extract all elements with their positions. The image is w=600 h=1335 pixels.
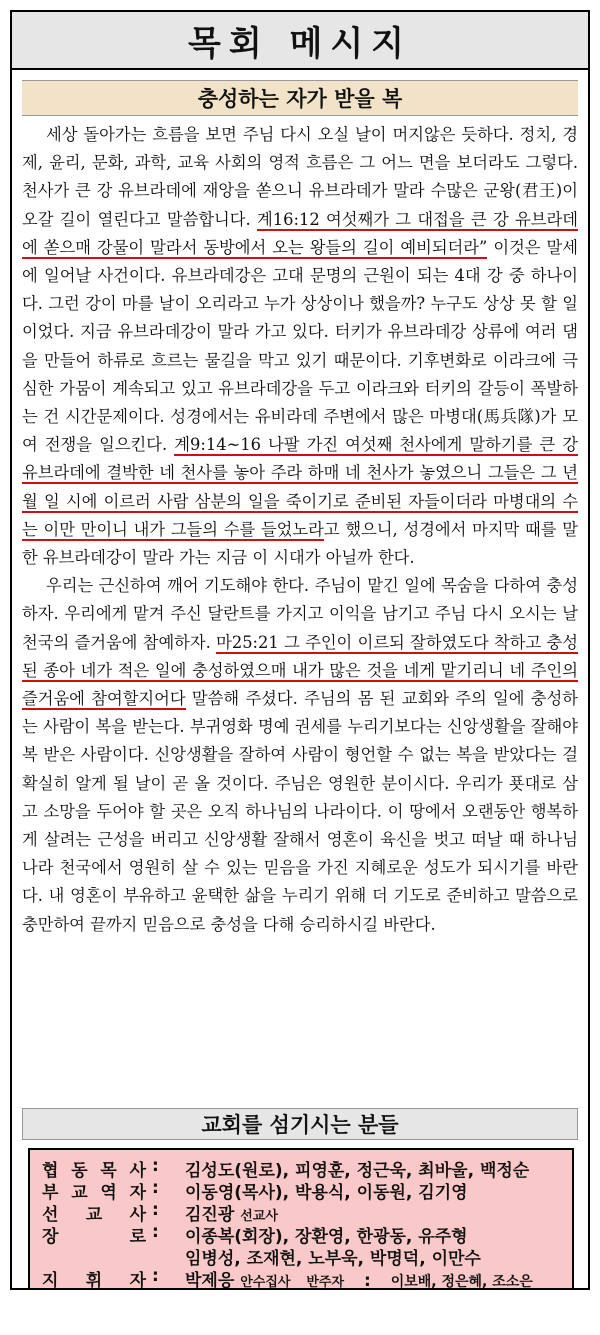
staff-role: [42, 1266, 146, 1291]
role-char: 자: [129, 1183, 146, 1203]
staff-colon: :: [152, 1222, 159, 1242]
role-char: 협: [42, 1161, 59, 1181]
title-bar: [12, 12, 588, 70]
role-char: 사: [129, 1161, 146, 1181]
role-char: 목: [100, 1161, 117, 1181]
sermon-body: [22, 121, 578, 939]
role-char: 휘: [85, 1271, 103, 1291]
staff-list: [28, 1148, 574, 1290]
staff-names: 임병성, 조재현, 노부욱, 박명덕, 이만수: [185, 1249, 481, 1269]
staff-colon: :: [152, 1156, 159, 1176]
subtitle-bar: [22, 80, 578, 116]
staff-colon: :: [152, 1200, 159, 1220]
staff-name: 박제응: [185, 1271, 235, 1291]
staff-section-title: 교회를 섬기시는 분들: [201, 1113, 399, 1137]
staff-section-header: [22, 1108, 578, 1140]
staff-title-note: 안수집사: [240, 1275, 291, 1290]
accompanist-role: 반주자: [306, 1275, 345, 1290]
staff-colon: :: [363, 1271, 371, 1291]
role-char: 동: [71, 1161, 88, 1181]
staff-name: 김진광: [185, 1205, 235, 1225]
page-title: 목회 메시지: [187, 23, 413, 64]
staff-row-conductor: [30, 1266, 572, 1292]
paragraph-text: 이것은 말세에 일어날 사건이다. 유브라데강은 고대 문명의 근원이 되는 4대 강 중 하나이다. 그런 강이 마를 날이 오리라고 누가 상상이나 했을까? 누구도 상상 못 할 일이었다. 지금 유브라데강이 말라 가고 있다. 터키가 유브라데강 상류에 여러 댐을 만들어 하류로 흐르는 물길을 막고 있기 때문이다. 기후변화로 이라크에 극심한 가뭄이 계속되고 있고 유브라데강을 두고 이라크와 터키의 갈등이 폭발하는 건 시간문제이다. 성경에서는 유비라데 주변에서 많은 마병대(馬兵隊)가 모여 전쟁을 일으킨다.: [22, 237, 578, 455]
scripture-quote: 마25:21 그 주인이 이르되 잘하였도다 착하고 충성된 종아 네가 적은 일에 충성하였으매 내가 많은 것을 네게 맡기리니 네 주인의 즐거움에 참여할지어다: [22, 632, 578, 709]
role-char: 장: [42, 1227, 59, 1247]
role-char: 부: [42, 1183, 59, 1203]
paragraph-text: 세상 돌아가는 흐름을 보면 주님 다시 오실 날이 머지않은 듯하다. 정치, 경제, 윤리, 문화, 과학, 교육 사회의 영적 흐름은 그 어느 면을 보더라도 그렇다. 천사가 큰 강 유브라데에 재앙을 쏟으니 유브라데가 말라 수많은 군왕(君王)이 오갈 길이 열린다고 말씀합니다.: [22, 125, 578, 229]
sermon-paragraph: [22, 572, 578, 939]
staff-names: 김성도(원로), 피영훈, 정근욱, 최바울, 백정순: [185, 1161, 530, 1181]
paragraph-text: 우리는 근신하여 깨어 기도해야 한다. 주님이 맡긴 일에 목숨을 다하여 충성하자. 우리에게 맡겨 주신 달란트를 가지고 이익을 남기고 주님 다시 오시는 날 천국의 즐거움에 참예하자.: [22, 576, 578, 652]
staff-colon: :: [152, 1266, 159, 1286]
role-char: 교: [71, 1183, 88, 1203]
scripture-quote: 계9:14~16 나팔 가진 여섯째 천사에게 말하기를 큰 강 유브라데에 결박한 네 천사를 놓아 주라 하매 네 천사가 놓였으니 그들은 그 년 월 일 시에 이르러 사람 삼분의 일을 죽이기로 준비된 자들이더라 마병대의 수는 이만 만이니 내가 그들의 수를 들었노라: [22, 435, 578, 539]
role-char: 지: [42, 1271, 59, 1291]
role-char: 사: [129, 1205, 146, 1225]
role-char: 역: [100, 1183, 117, 1203]
staff-names: [185, 1266, 533, 1291]
role-char: 로: [129, 1227, 146, 1247]
role-char: 자: [129, 1271, 146, 1291]
staff-colon: :: [152, 1178, 159, 1198]
sermon-paragraph: [22, 121, 578, 572]
staff-names: 이동영(목사), 박용식, 이동원, 김기영: [185, 1183, 468, 1203]
role-char: 선: [42, 1205, 59, 1225]
staff-title-note: 선교사: [240, 1209, 278, 1224]
accompanist-names: 이보배, 정은혜, 조소은: [390, 1274, 533, 1290]
paragraph-text: 말씀해 주셨다. 주님의 몸 된 교회와 주의 일에 충성하는 사람이 복을 받는다. 부귀영화 명예 권세를 누리기보다는 신앙생활을 잘해야 복 받은 사람이다. 신앙생활을 잘하여 사람이 형언할 수 없는 복을 받았다는 걸 확실히 알게 될 날이 곧 올 것이다. 주님은 영원한 분이시다. 우리가 푯대로 삼고 소망을 두어야 할 곳은 오직 하나님의 나라이다. 이 땅에서 오랜동안 행복하게 살려는 근성을 버리고 신앙생활 잘해서 영혼이 육신을 벗고 떠날 때 하나님 나라 천국에서 영원히 살 수 있는 믿음을 가진 지혜로운 성도가 되시기를 바란다. 내 영혼이 부유하고 윤택한 삶을 누리기 위해 더 기도로 준비하고 말씀으로 충만하여 끝까지 믿음으로 충성을 다해 승리하시길 바란다.: [22, 689, 578, 934]
scripture-quote: 계16:12 여섯째가 그 대접을 큰 강 유브라데에 쏟으매 강물이 말라서 동방에서 오는 왕들의 길이 예비되더라”: [22, 209, 578, 257]
paragraph-text: 고 했으니, 성경에서 마지막 때를 말한 유브라데강이 말라 가는 지금 이 시대가 아닐까 한다.: [22, 519, 578, 568]
staff-names: 이종복(회장), 장환영, 한광동, 유주형: [185, 1227, 468, 1247]
sermon-title: 충성하는 자가 받을 복: [197, 86, 403, 111]
role-char: 교: [85, 1205, 103, 1225]
